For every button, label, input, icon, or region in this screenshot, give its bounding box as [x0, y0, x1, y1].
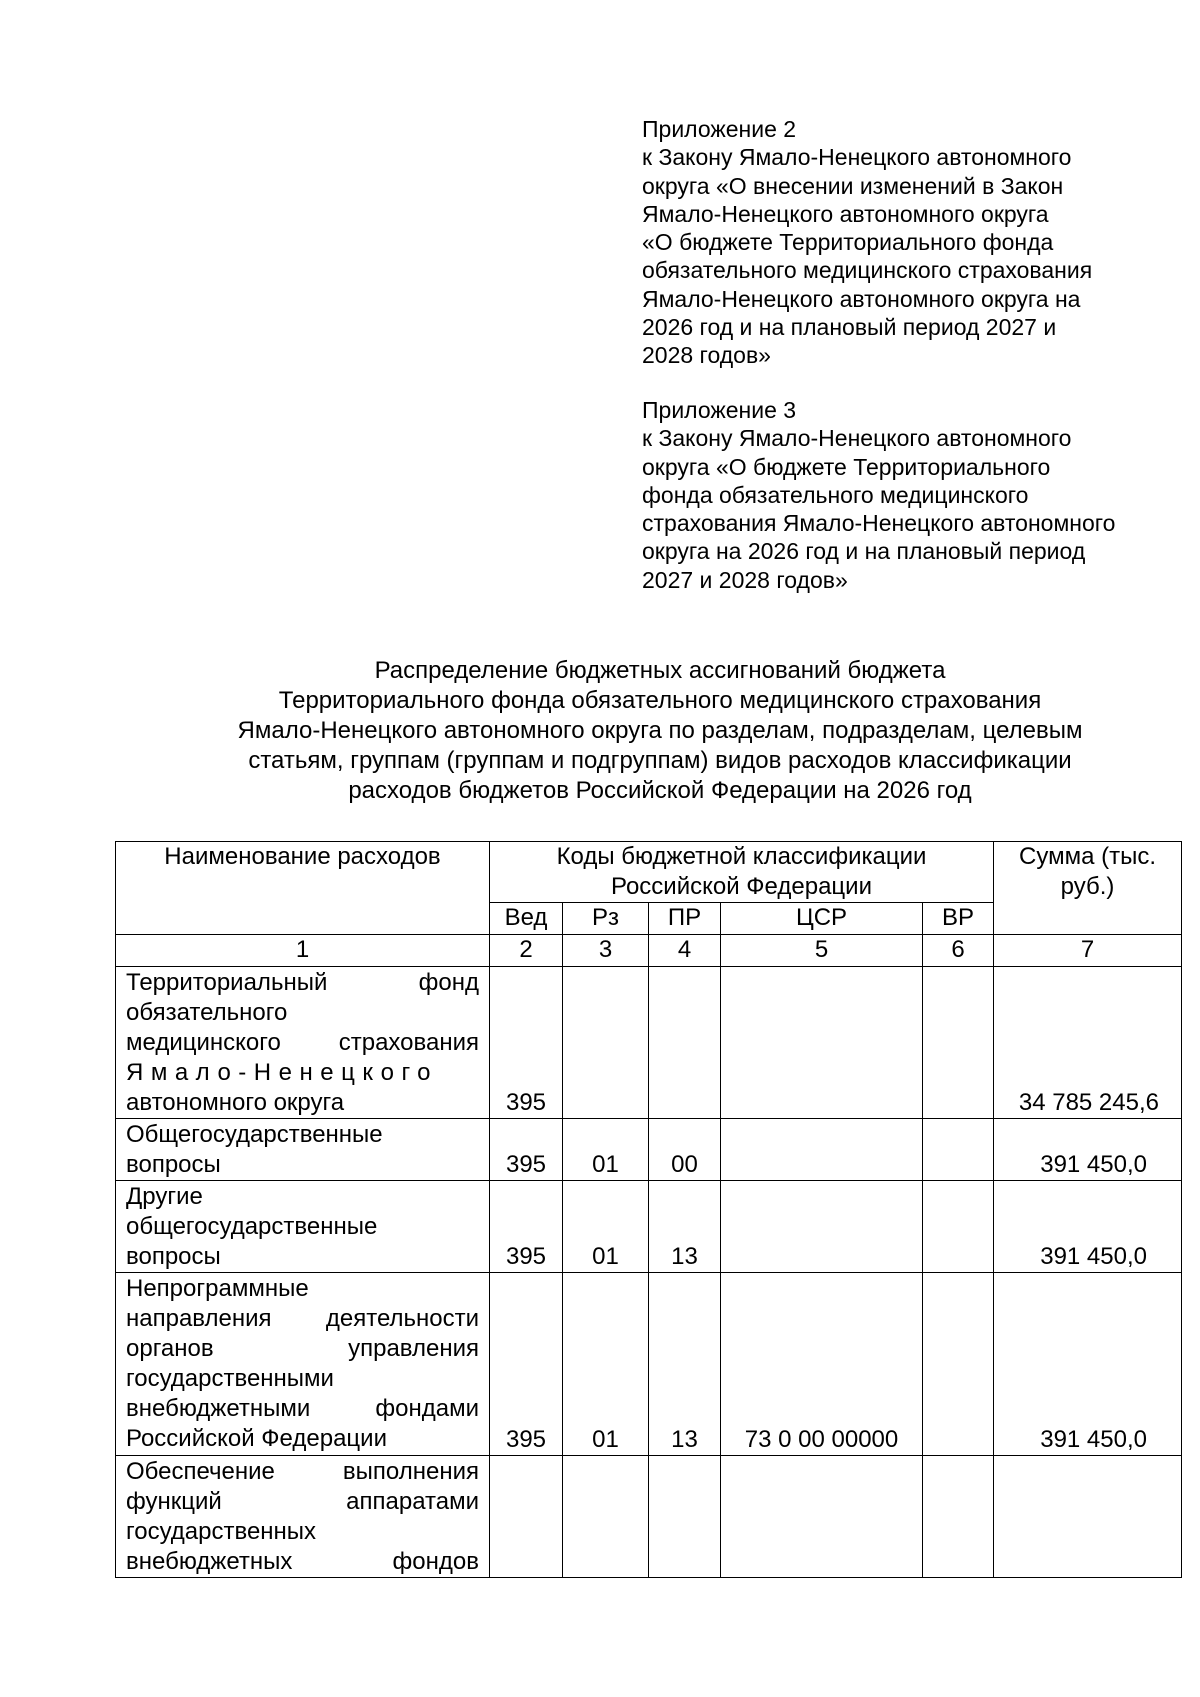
cell-rz — [563, 1456, 649, 1578]
title-line: статьям, группам (группам и подгруппам) видов расходов классификации — [248, 747, 1072, 774]
row-name-line: внебюджетных фондов — [126, 1548, 479, 1575]
annex-2-line: Ямало-Ненецкого автономного округа — [642, 200, 1049, 227]
annex-3-line: 2027 и 2028 годов» — [642, 566, 848, 593]
annex-2-line: Приложение 2 — [642, 116, 797, 142]
header-classification-codes: Коды бюджетной классификации Российской Федерации — [490, 842, 994, 903]
annex-2-line: «О бюджете Территориального фонда — [642, 229, 1054, 256]
cell-csr — [721, 1181, 923, 1273]
annex-3-line: округа на 2026 год и на плановый период — [642, 538, 1086, 565]
cell-pr: 13 — [649, 1273, 721, 1456]
row-name-line: вопросы — [126, 1243, 221, 1270]
cell-sum: 34 785 245,6 — [994, 967, 1182, 1119]
row-name-line: Общегосударственные — [126, 1121, 383, 1148]
row-name-line: функций аппаратами — [126, 1488, 479, 1515]
cell-csr — [721, 1119, 923, 1181]
annex-3-heading — [642, 396, 1162, 594]
annex-3-line: страхования Ямало-Ненецкого автономного — [642, 510, 1116, 537]
row-name-line: Непрограммные — [126, 1275, 309, 1302]
table-row — [116, 1119, 1182, 1181]
cell-vr — [923, 1119, 994, 1181]
header-ved: Вед — [490, 903, 563, 935]
column-number: 1 — [116, 935, 490, 967]
column-number: 3 — [563, 935, 649, 967]
row-name-line: государственными — [126, 1365, 334, 1392]
budget-allocation-table — [115, 841, 1182, 1578]
cell-pr — [649, 1456, 721, 1578]
row-name-line: обязательного — [126, 999, 288, 1026]
annex-2-heading — [642, 115, 1162, 370]
cell-vr — [923, 1181, 994, 1273]
column-number: 6 — [923, 935, 994, 967]
cell-sum: 391 450,0 — [994, 1273, 1182, 1456]
cell-rz — [563, 967, 649, 1119]
cell-csr: 73 0 00 00000 — [721, 1273, 923, 1456]
row-name-line: Ямало-Ненецкого — [126, 1059, 439, 1086]
cell-rz: 01 — [563, 1273, 649, 1456]
column-number: 4 — [649, 935, 721, 967]
table-row — [116, 1456, 1182, 1578]
header-sum: Сумма (тыс. руб.) — [994, 842, 1182, 935]
row-name — [116, 1181, 490, 1273]
cell-csr — [721, 967, 923, 1119]
cell-pr: 13 — [649, 1181, 721, 1273]
row-name — [116, 967, 490, 1119]
column-number-row — [116, 935, 1182, 967]
row-name-line: внебюджетными фондами — [126, 1395, 479, 1422]
row-name-line: Территориальный фонд — [126, 969, 479, 996]
row-name-line: Российской Федерации — [126, 1425, 387, 1452]
row-name — [116, 1119, 490, 1181]
header-pr: ПР — [649, 903, 721, 935]
cell-sum: 391 450,0 — [994, 1181, 1182, 1273]
cell-ved: 395 — [490, 1119, 563, 1181]
cell-sum — [994, 1456, 1182, 1578]
cell-csr — [721, 1456, 923, 1578]
row-name-line: направления деятельности — [126, 1305, 479, 1332]
row-name-line: Другие — [126, 1183, 203, 1210]
annex-2-line: 2026 год и на плановый период 2027 и — [642, 314, 1057, 341]
table-row — [116, 1181, 1182, 1273]
row-name — [116, 1456, 490, 1578]
cell-pr: 00 — [649, 1119, 721, 1181]
title-line: Распределение бюджетных ассигнований бюджета — [374, 657, 946, 684]
column-number: 7 — [994, 935, 1182, 967]
cell-vr — [923, 1456, 994, 1578]
table-row — [116, 967, 1182, 1119]
annex-3-line: фонда обязательного медицинского — [642, 481, 1029, 508]
annex-2-line: 2028 годов» — [642, 342, 771, 369]
title-line: Территориального фонда обязательного медицинского страхования — [278, 687, 1042, 714]
row-name — [116, 1273, 490, 1456]
header-expense-name: Наименование расходов — [116, 842, 490, 935]
column-number: 2 — [490, 935, 563, 967]
cell-rz: 01 — [563, 1119, 649, 1181]
row-name-line: органов управления — [126, 1335, 479, 1362]
document-title — [110, 656, 1200, 806]
column-number: 5 — [721, 935, 923, 967]
header-csr: ЦСР — [721, 903, 923, 935]
annex-2-line: Ямало-Ненецкого автономного округа на — [642, 285, 1081, 312]
table-row — [116, 1273, 1182, 1456]
cell-ved: 395 — [490, 1273, 563, 1456]
cell-vr — [923, 1273, 994, 1456]
row-name-line: медицинского страхования — [126, 1029, 479, 1056]
header-rz: Рз — [563, 903, 649, 935]
annex-3-line: к Закону Ямало-Ненецкого автономного — [642, 425, 1072, 452]
title-line: расходов бюджетов Российской Федерации на 2026 год — [348, 777, 972, 804]
cell-sum: 391 450,0 — [994, 1119, 1182, 1181]
cell-pr — [649, 967, 721, 1119]
header-vr: ВР — [923, 903, 994, 935]
title-line: Ямало-Ненецкого автономного округа по разделам, подразделам, целевым — [237, 717, 1083, 744]
row-name-line: общегосударственные — [126, 1213, 378, 1240]
cell-ved: 395 — [490, 967, 563, 1119]
annex-2-line: округа «О внесении изменений в Закон — [642, 172, 1064, 199]
annex-2-line: обязательного медицинского страхования — [642, 257, 1093, 284]
cell-vr — [923, 967, 994, 1119]
annex-3-line: Приложение 3 — [642, 397, 797, 423]
cell-ved — [490, 1456, 563, 1578]
row-name-line: автономного округа — [126, 1089, 345, 1116]
row-name-line: Обеспечение выполнения — [126, 1458, 479, 1485]
cell-rz: 01 — [563, 1181, 649, 1273]
annex-3-line: округа «О бюджете Территориального — [642, 453, 1051, 480]
row-name-line: государственных — [126, 1518, 317, 1545]
cell-ved: 395 — [490, 1181, 563, 1273]
row-name-line: вопросы — [126, 1151, 221, 1178]
annex-2-line: к Закону Ямало-Ненецкого автономного — [642, 144, 1072, 171]
